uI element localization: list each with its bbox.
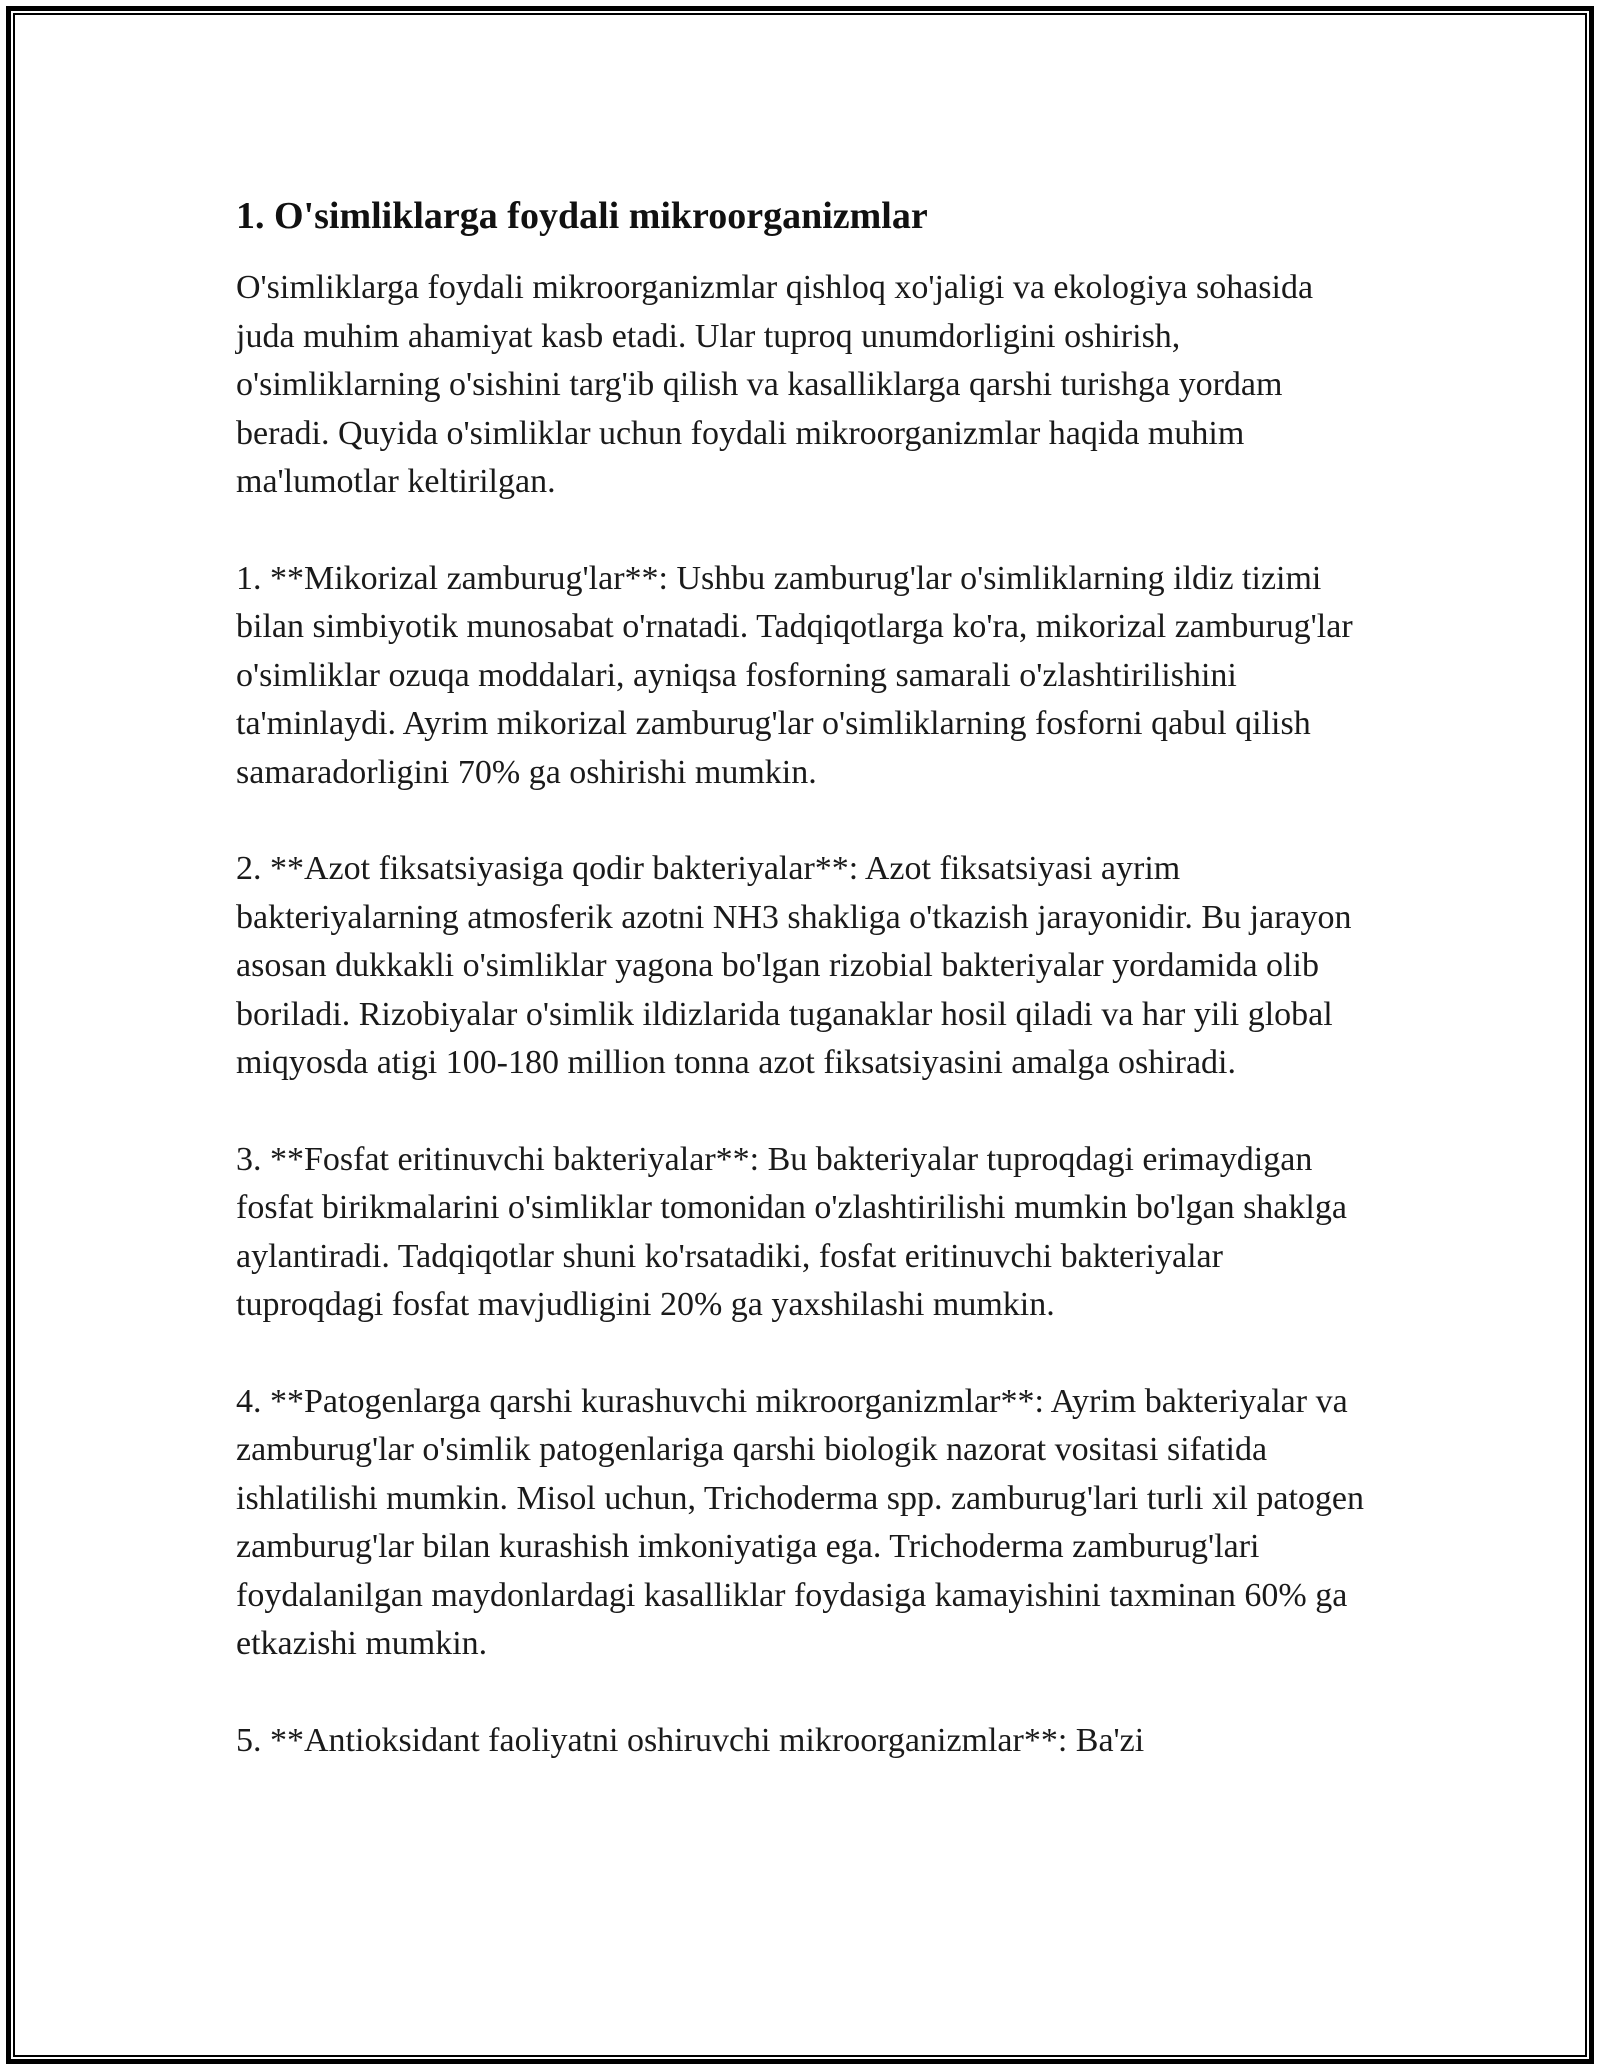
document-title: 1. O'simliklarga foydali mikroorganizmlar <box>236 195 928 237</box>
paragraph-phosphate-solubilizing-bacteria: 3. **Fosfat eritinuvchi bakteriyalar**: Bu bakteriyalar tuproqdagi erimaydigan fosfat birikmalarini o'simliklar tomonidan o'zlashtirilishi mumkin bo'lgan shaklga aylantiradi. Tadqiqotlar shuni ko'rsatadiki, fosfat eritinuvchi bakteriyalar tuproqdagi fosfat mavjudligini 20% ga yaxshilashi mumkin. <box>236 1140 1347 1323</box>
paragraph-antioxidant-microorganisms: 5. **Antioksidant faoliyatni oshiruvchi mikroorganizmlar**: Ba'zi <box>236 1721 1145 1759</box>
paragraph-nitrogen-fixing-bacteria: 2. **Azot fiksatsiyasiga qodir bakteriyalar**: Azot fiksatsiyasi ayrim bakteriyalarning atmosferik azotni NH3 shakliga o'tkazish jarayonidir. Bu jarayon asosan dukkakli o'simliklar yagona bo'lgan rizobial bakteriyalar yordamida olib boriladi. Rizobiyalar o'simlik ildizlarida tuganaklar hosil qiladi va har yili global miqyosda atigi 100-180 million tonna azot fiksatsiyasini amalga oshiradi. <box>236 850 1352 1081</box>
intro-paragraph: O'simliklarga foydali mikroorganizmlar qishloq xo'jaligi va ekologiya sohasida juda muhim ahamiyat kasb etadi. Ular tuproq unumdorligini oshirish, o'simliklarning o'sishini targ'ib qilish va kasalliklarga qarshi turishga yordam beradi. Quyida o'simliklar uchun foydali mikroorganizmlar haqida muhim ma'lumotlar keltirilgan. <box>236 269 1314 500</box>
paragraph-pathogen-antagonists: 4. **Patogenlarga qarshi kurashuvchi mikroorganizmlar**: Ayrim bakteriyalar va zamburug'lar o'simlik patogenlariga qarshi biologik nazorat vositasi sifatida ishlatilishi mumkin. Misol uchun, Trichoderma spp. zamburug'lari turli xil patogen zamburug'lar bilan kurashish imkoniyatiga ega. Trichoderma zamburug'lari foydalanilgan maydonlardagi kasalliklar foydasiga kamayishini taxminan 60% ga etkazishi mumkin. <box>236 1382 1365 1662</box>
paragraph-mycorrhizal-fungi: 1. **Mikorizal zamburug'lar**: Ushbu zamburug'lar o'simliklarning ildiz tizimi bilan simbiyotik munosabat o'rnatadi. Tadqiqotlarga ko'ra, mikorizal zamburug'lar o'simliklar ozuqa moddalari, ayniqsa fosforning samarali o'zlashtirilishini ta'minlaydi. Ayrim mikorizal zamburug'lar o'simliklarning fosforni qabul qilish samaradorligini 70% ga oshirishi mumkin. <box>236 559 1353 791</box>
document-body <box>236 188 1376 1813</box>
